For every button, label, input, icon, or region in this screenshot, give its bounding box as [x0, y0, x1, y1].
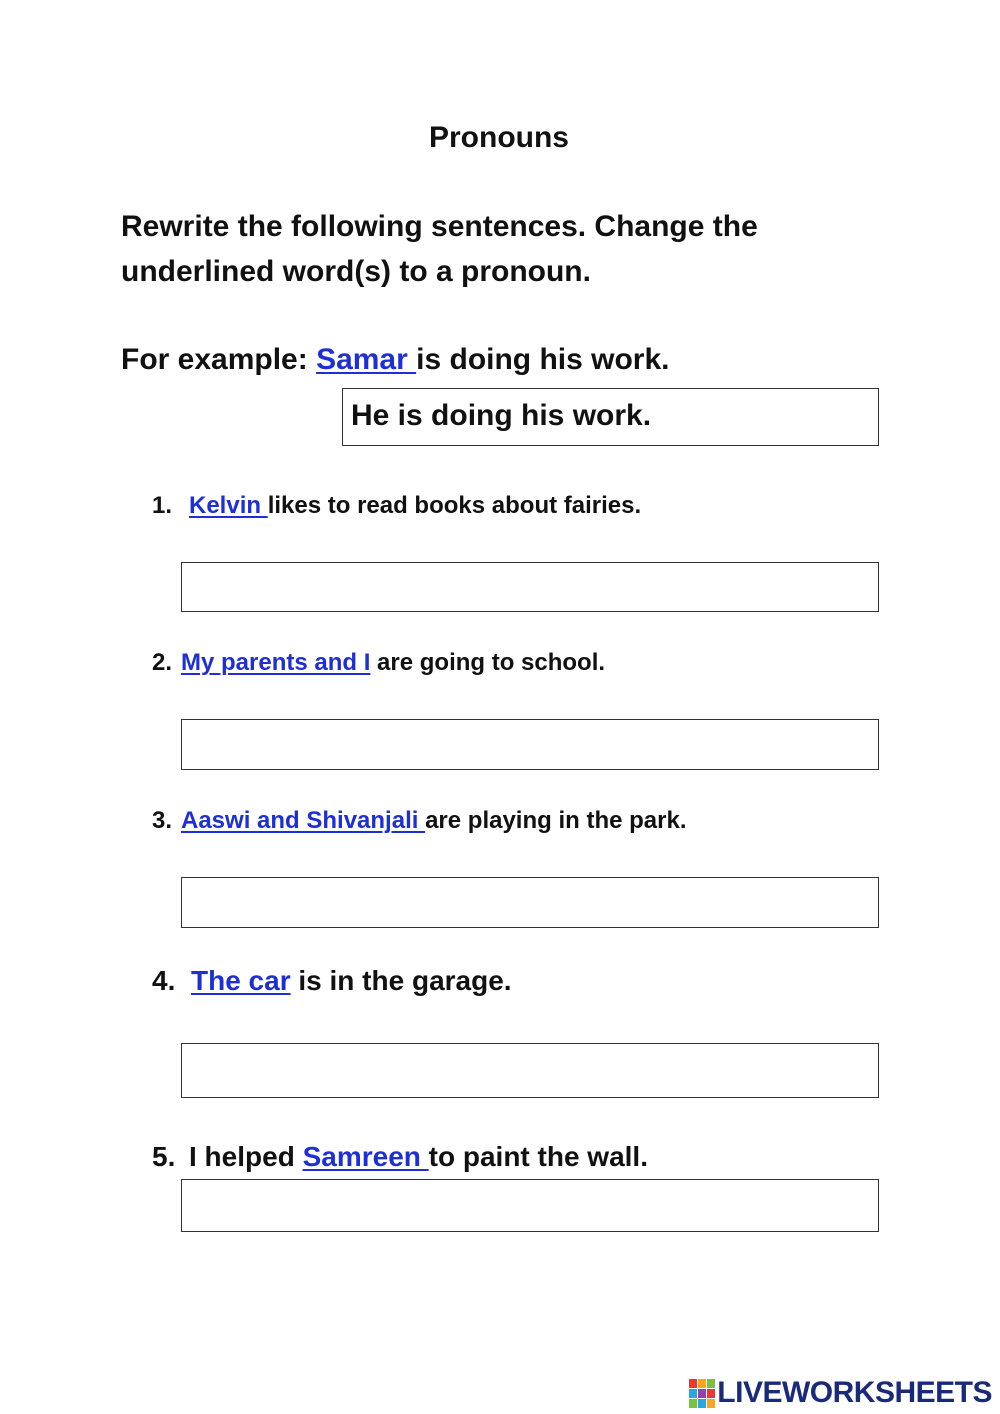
- question-after: to paint the wall.: [428, 1141, 648, 1172]
- liveworksheets-logo-text: LIVEWORKSHEETS: [717, 1376, 992, 1409]
- question-5: [152, 1141, 648, 1173]
- answer-box-5[interactable]: [181, 1179, 879, 1232]
- answer-box-3[interactable]: [181, 877, 879, 928]
- question-1: [152, 492, 641, 520]
- answer-box-4[interactable]: [181, 1043, 879, 1098]
- answer-box-2[interactable]: [181, 719, 879, 770]
- example-label: For example:: [121, 343, 317, 376]
- liveworksheets-logo: [689, 1376, 992, 1410]
- question-number: 2.: [152, 649, 173, 676]
- question-number: 1.: [152, 492, 173, 519]
- example-rest: is doing his work.: [416, 343, 670, 376]
- instructions-line-1: Rewrite the following sentences. Change the: [121, 210, 758, 243]
- question-after: likes to read books about fairies.: [267, 492, 642, 519]
- answer-box-1[interactable]: [181, 562, 879, 612]
- question-underlined: My parents and I: [181, 649, 371, 676]
- question-after: is in the garage.: [290, 965, 512, 996]
- question-after: are going to school.: [370, 649, 606, 676]
- instructions-line-2: underlined word(s) to a pronoun.: [121, 255, 591, 288]
- example-sentence: [121, 343, 670, 377]
- page-title: Pronouns: [429, 121, 569, 154]
- question-4: [152, 965, 512, 997]
- question-underlined: Kelvin: [189, 492, 268, 519]
- question-number: 5.: [152, 1141, 176, 1172]
- example-answer-box: He is doing his work.: [342, 388, 879, 446]
- question-underlined: Samreen: [302, 1141, 429, 1172]
- liveworksheets-logo-icon: [689, 1379, 715, 1408]
- question-3: [152, 807, 687, 835]
- question-underlined: Aaswi and Shivanjali: [181, 807, 426, 834]
- question-before: I helped: [189, 1141, 303, 1172]
- question-underlined: The car: [191, 965, 291, 996]
- example-underlined-word: Samar: [316, 343, 417, 376]
- question-number: 3.: [152, 807, 173, 834]
- question-2: [152, 649, 605, 677]
- question-after: are playing in the park.: [425, 807, 687, 834]
- question-number: 4.: [152, 965, 176, 996]
